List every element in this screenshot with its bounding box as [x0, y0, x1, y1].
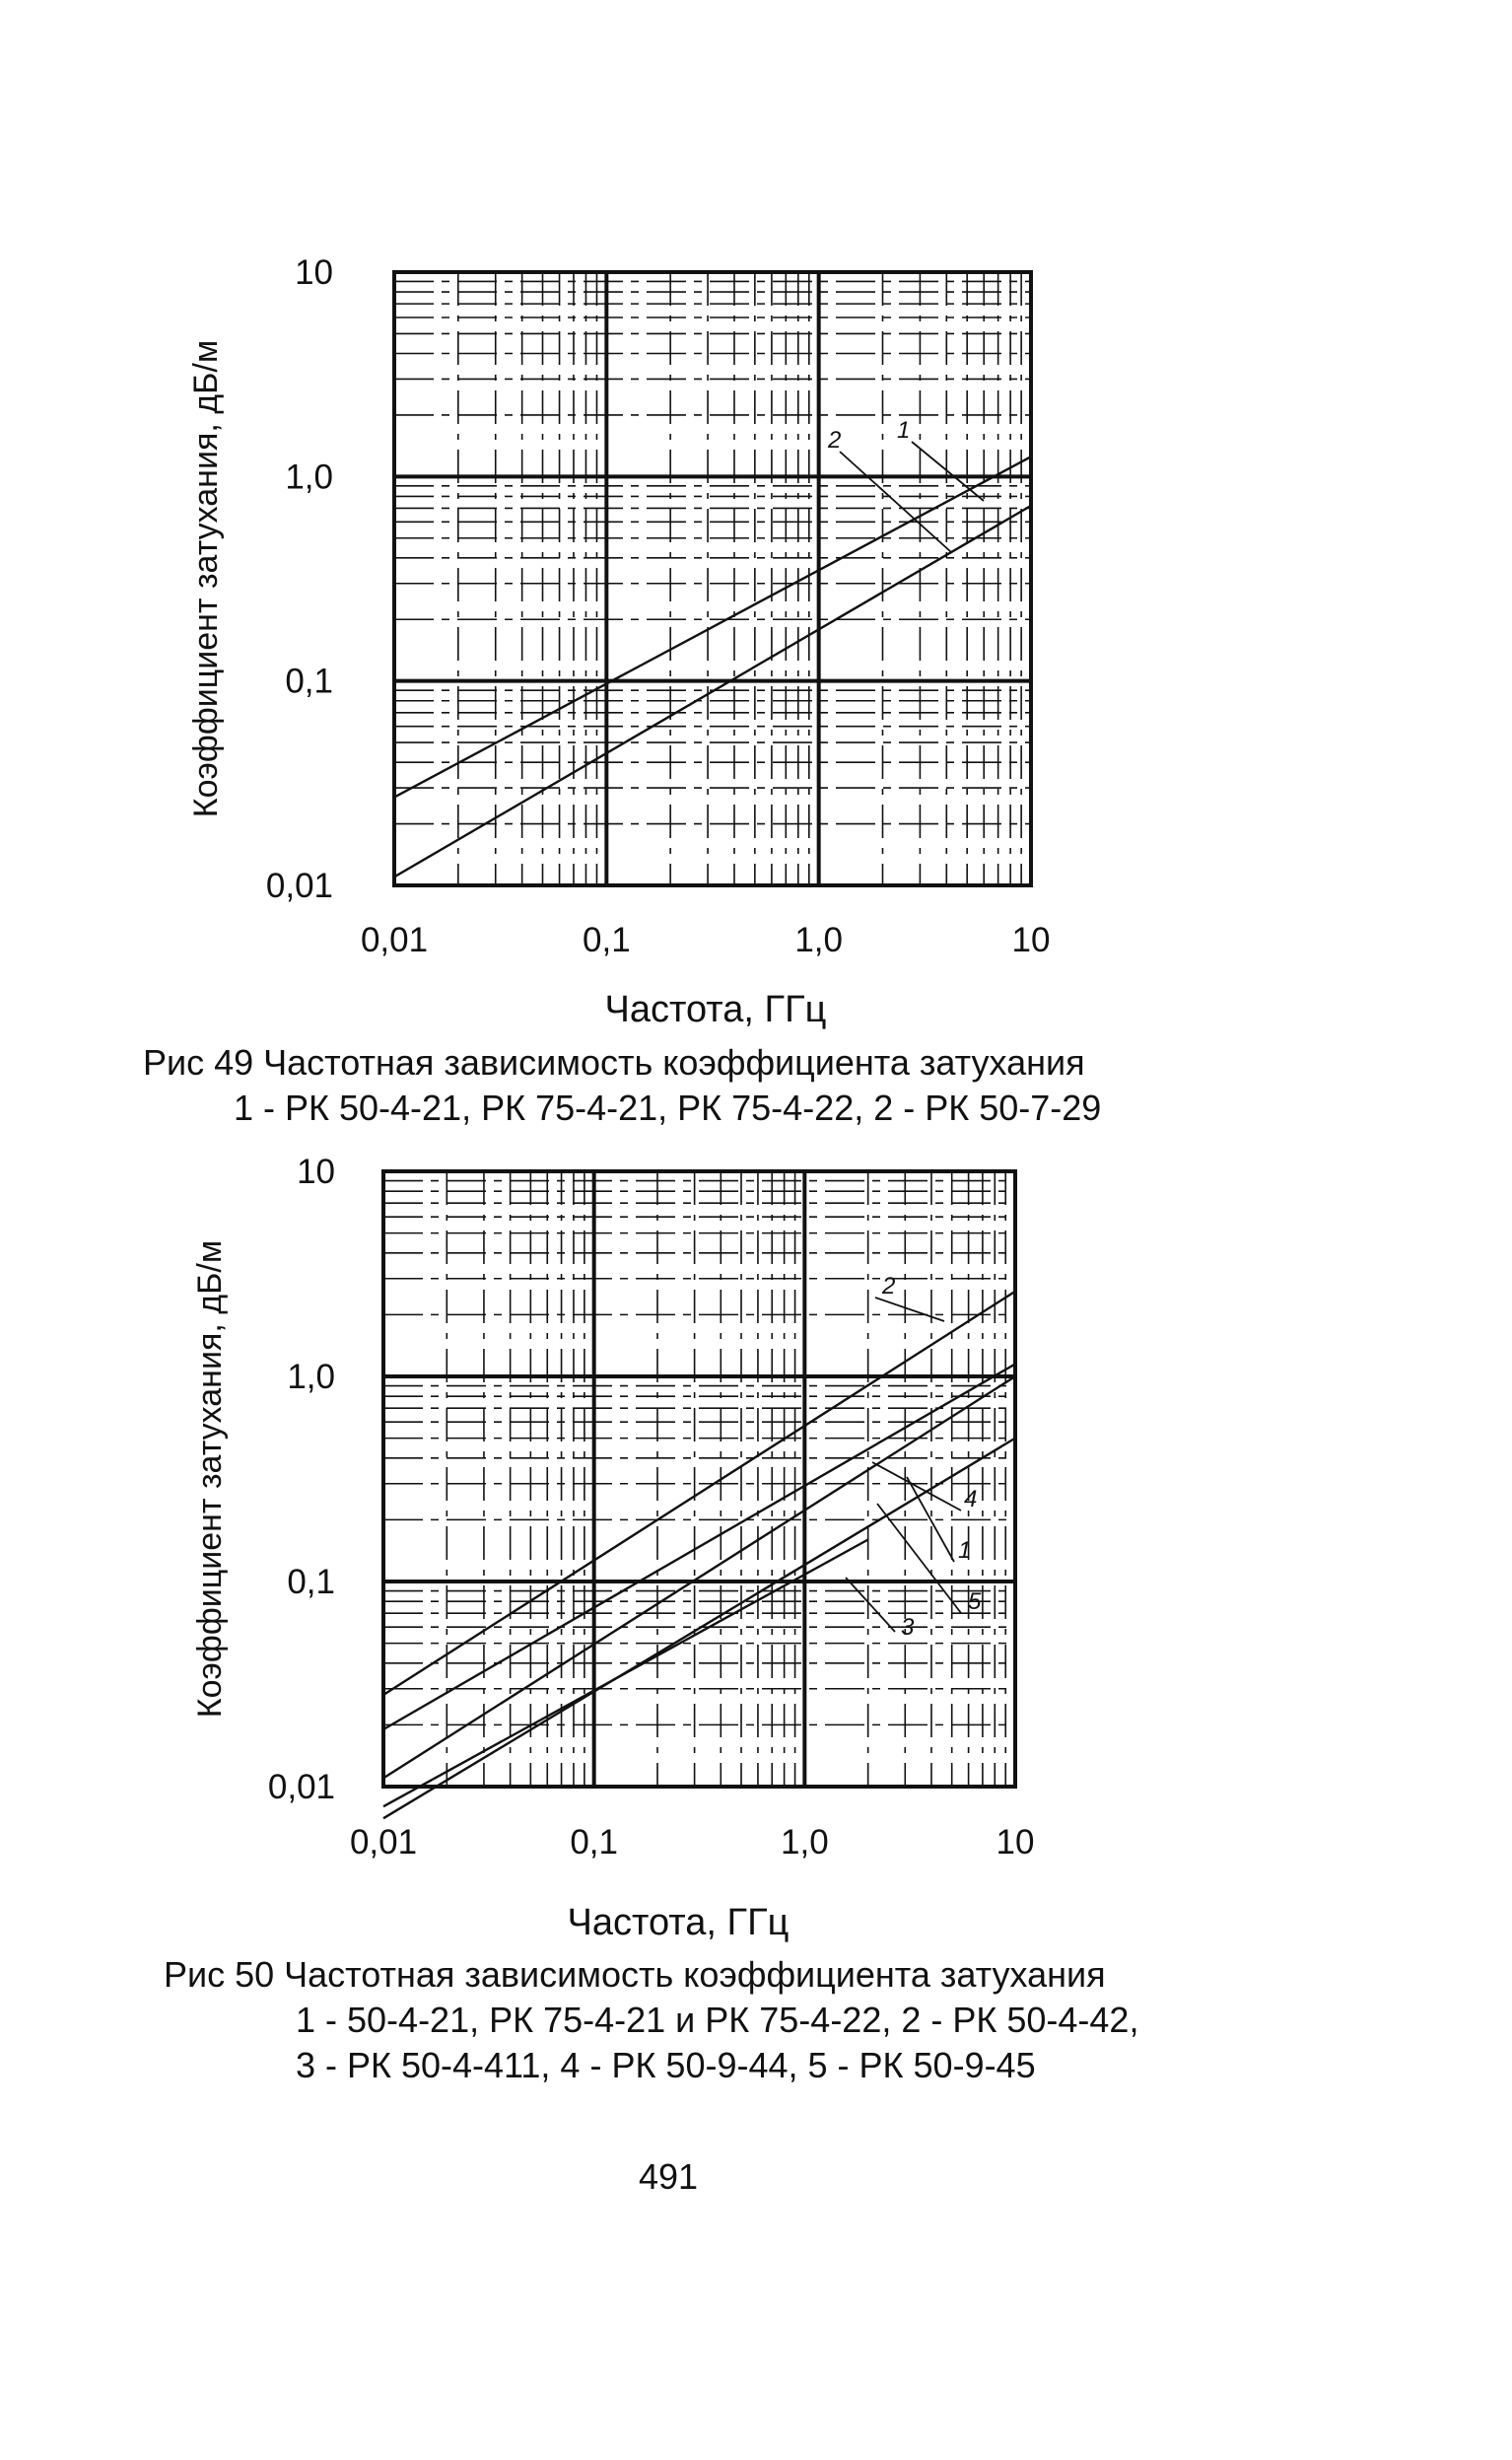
series-line-1	[394, 506, 1031, 878]
series-line-1	[383, 1376, 1015, 1778]
chart2-caption-legend-line2: 3 - РК 50-4-411, 4 - РК 50-9-44, 5 - РК 50-9-45	[296, 2045, 1036, 2085]
chart1-caption-title: Рис 49 Частотная зависимость коэффициента затухания	[143, 1042, 1085, 1083]
chart1-y-tick-10: 10	[295, 253, 333, 292]
series-line-5	[383, 1439, 1015, 1819]
chart2-y-tick-0.01: 0,01	[267, 1768, 335, 1806]
series-line-2	[383, 1292, 1015, 1695]
chart1-y-tick-1: 1,0	[285, 457, 333, 497]
chart2-x-tick-10: 10	[996, 1823, 1035, 1862]
chart1-y-tick-0.1: 0,1	[285, 662, 333, 701]
chart2-series-label-4: 4	[964, 1486, 978, 1512]
chart2-caption-title: Рис 50 Частотная зависимость коэффициента затухания	[164, 1954, 1106, 1995]
label-leader	[875, 1298, 944, 1321]
chart1	[143, 253, 1101, 1128]
chart2-y-axis-label: Коэффициент затухания, дБ/м	[191, 1239, 229, 1719]
chart2-series-label-5: 5	[968, 1588, 982, 1615]
chart2-caption-legend-line1: 1 - 50-4-21, РК 75-4-21 и РК 75-4-22, 2 - РК 50-4-42,	[296, 2000, 1139, 2040]
chart2-grid	[383, 1171, 1015, 1787]
chart1-caption-legend: 1 - РК 50-4-21, РК 75-4-21, РК 75-4-22, 2 - РК 50-7-29	[234, 1088, 1102, 1128]
chart2	[164, 1153, 1138, 2085]
chart2-y-tick-0.1: 0,1	[287, 1563, 335, 1601]
chart2-series	[383, 1292, 1015, 1819]
chart2-plot-frame	[383, 1171, 1015, 1787]
label-leader	[872, 1462, 961, 1511]
chart2-series-label-2: 2	[882, 1273, 896, 1300]
chart2-series-label-1: 1	[958, 1537, 972, 1564]
chart2-x-tick-1: 1,0	[781, 1823, 829, 1862]
chart1-x-axis-label: Частота, ГГц	[604, 989, 827, 1030]
chart2-x-tick-0.01: 0,01	[349, 1823, 418, 1862]
chart1-series-label-1: 1	[897, 417, 911, 444]
chart1-x-tick-10: 10	[1011, 921, 1051, 959]
chart1-y-tick-0.01: 0,01	[265, 867, 333, 905]
series-line-4	[383, 1364, 1015, 1729]
label-leader	[912, 442, 984, 501]
label-leader	[846, 1578, 895, 1632]
page-number: 491	[638, 2156, 699, 2197]
label-leader	[840, 452, 951, 552]
chart1-series	[394, 457, 1031, 877]
chart1-y-axis-label: Коэффициент затухания, дБ/м	[187, 339, 225, 818]
chart2-y-tick-10: 10	[297, 1153, 335, 1191]
chart1-x-tick-1: 1,0	[794, 921, 843, 959]
chart2-series-label-3: 3	[901, 1614, 915, 1641]
chart1-plot-frame	[394, 272, 1031, 885]
chart1-x-tick-0.01: 0,01	[360, 921, 429, 959]
chart1-series-label-2: 2	[828, 427, 842, 454]
chart1-grid	[394, 272, 1031, 885]
chart2-x-axis-label: Частота, ГГц	[567, 1902, 790, 1943]
chart2-x-tick-0.1: 0,1	[570, 1823, 618, 1862]
chart2-y-tick-1: 1,0	[287, 1358, 335, 1396]
chart1-x-tick-0.1: 0,1	[583, 921, 631, 959]
